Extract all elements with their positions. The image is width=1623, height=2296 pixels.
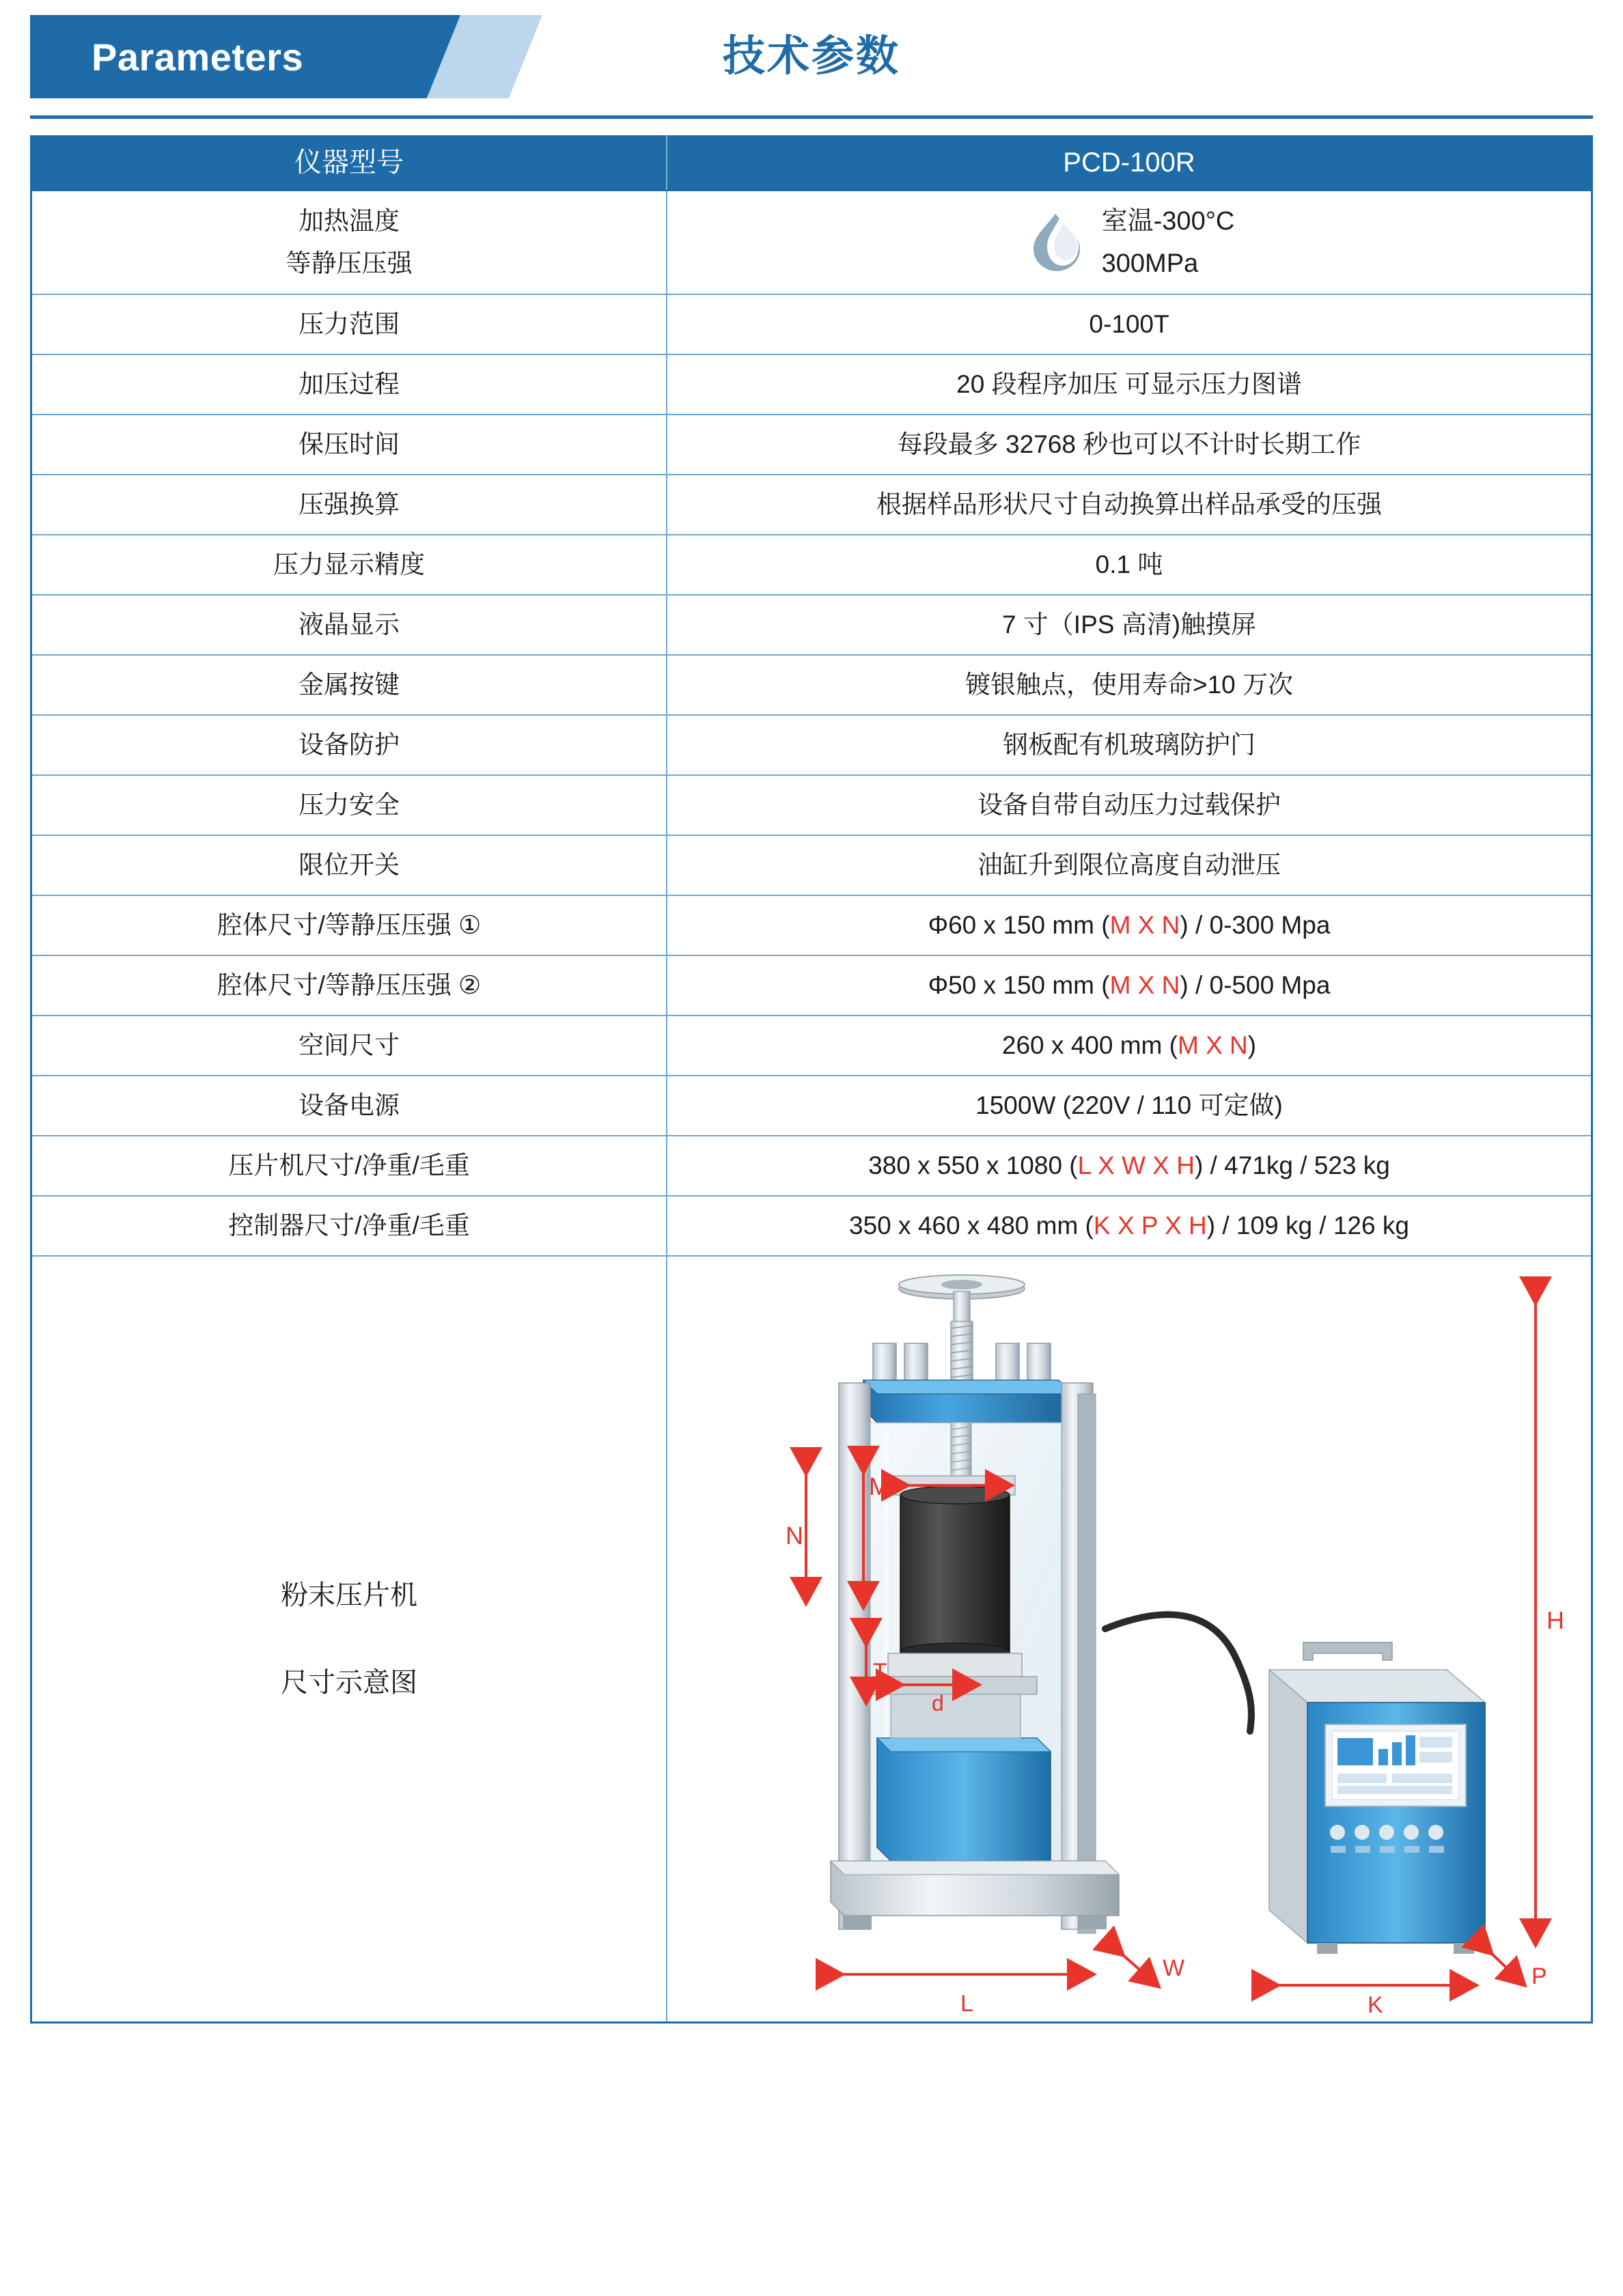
row-value-heating (667, 191, 1591, 294)
row-value: 镀银触点，使用寿命>10 万次 (965, 671, 1294, 699)
row-label: 压强换算 (32, 475, 667, 534)
row-value-post: ) / 471kg / 523 kg (1194, 1151, 1390, 1179)
table-row (32, 475, 1591, 535)
row-value-pre: Φ50 x 150 mm ( (928, 971, 1110, 999)
table-header-row (32, 135, 1591, 191)
dimension-label-H: H (1546, 1606, 1564, 1634)
table-row (32, 355, 1591, 415)
diagram-row-label (32, 1257, 667, 2021)
dimension-label-L: L (960, 1991, 973, 2017)
machine-dimension-diagram (668, 1260, 1590, 2018)
row-value: 钢板配有机玻璃防护门 (1003, 731, 1256, 759)
row-value: 0.1 吨 (1095, 550, 1163, 578)
row-label: 液晶显示 (32, 596, 667, 654)
row-label: 空间尺寸 (32, 1016, 667, 1075)
table-row (32, 1076, 1591, 1136)
row-value-code: K X P X H (1093, 1212, 1207, 1240)
row-value (667, 1196, 1591, 1255)
dimension-label-N: N (786, 1522, 803, 1550)
dimension-label-K: K (1368, 1992, 1383, 2018)
row-value: 油缸升到限位高度自动泄压 (977, 851, 1281, 879)
row-label: 加压过程 (32, 355, 667, 414)
table-header-value: PCD-100R (1063, 148, 1195, 178)
row-label: 压片机尺寸/净重/毛重 (32, 1136, 667, 1195)
row-label: 腔体尺寸/等静压压强 ① (32, 896, 667, 955)
row-value: 20 段程序加压 可显示压力图谱 (956, 370, 1302, 398)
row-value-post: ) / 109 kg / 126 kg (1206, 1212, 1409, 1240)
table-row (32, 415, 1591, 475)
dimension-label-W: W (1163, 1955, 1185, 1981)
row-value: 0-100T (1089, 310, 1169, 338)
row-value-line1: 室温-300°C (1101, 207, 1235, 236)
table-header-label: 仪器型号 (32, 135, 667, 190)
row-value-code: M X N (1109, 911, 1180, 939)
table-row (32, 836, 1591, 896)
header-divider (30, 115, 1593, 119)
row-label-line2: 等静压压强 (286, 249, 413, 277)
row-value: 设备自带自动压力过载保护 (977, 791, 1281, 819)
row-value (667, 896, 1591, 955)
table-row (32, 716, 1591, 776)
row-label: 金属按键 (32, 656, 667, 714)
table-row (32, 295, 1591, 355)
row-label: 腔体尺寸/等静压压强 ② (32, 956, 667, 1015)
row-label: 压力范围 (32, 295, 667, 354)
row-value-pre: 380 x 550 x 1080 ( (868, 1151, 1078, 1179)
row-label: 限位开关 (32, 836, 667, 895)
page-header (30, 0, 1593, 135)
table-row (32, 956, 1591, 1016)
row-value-post: ) / 0-500 Mpa (1180, 971, 1331, 999)
table-row (32, 1196, 1591, 1257)
page-title: 技术参数 (722, 33, 900, 80)
row-label: 控制器尺寸/净重/毛重 (32, 1196, 667, 1255)
row-label: 设备电源 (32, 1076, 667, 1135)
row-label: 压力显示精度 (32, 535, 667, 594)
row-value-pre: 260 x 400 mm ( (1001, 1031, 1178, 1059)
row-value-post: ) / 0-300 Mpa (1180, 911, 1331, 939)
row-value-code: M X N (1177, 1031, 1248, 1059)
row-value (667, 1136, 1591, 1195)
row-label: 压力安全 (32, 776, 667, 835)
row-value: 根据样品形状尺寸自动换算出样品承受的压强 (876, 490, 1382, 518)
flame-water-icon (1024, 210, 1090, 275)
table-row (32, 776, 1591, 836)
row-value: 7 寸（IPS 高清)触摸屏 (1001, 611, 1257, 639)
dimension-label-M: M (869, 1472, 889, 1500)
row-label-line1: 加热温度 (299, 207, 400, 235)
table-row (32, 191, 1591, 295)
dimension-label-d: d (932, 1691, 944, 1716)
table-row (32, 1136, 1591, 1196)
row-value-line2: 300MPa (1101, 249, 1199, 278)
table-row-diagram (32, 1257, 1591, 2021)
row-value-pre: 350 x 460 x 480 mm ( (849, 1212, 1094, 1240)
dimension-label-T: T (873, 1659, 887, 1685)
row-value (667, 1016, 1591, 1075)
specification-table (30, 135, 1593, 2024)
row-label: 保压时间 (32, 415, 667, 474)
row-value: 每段最多 32768 秒也可以不计时长期工作 (897, 430, 1361, 458)
table-row (32, 896, 1591, 956)
table-row (32, 596, 1591, 656)
diagram-label-line1: 粉末压片机 (281, 1580, 417, 1610)
diagram-label-line2: 尺寸示意图 (281, 1668, 417, 1698)
row-label-heating (32, 191, 667, 294)
table-row (32, 535, 1591, 596)
row-value-code: M X N (1109, 971, 1180, 999)
dimension-label-P: P (1531, 1963, 1547, 1989)
table-row (32, 1016, 1591, 1076)
row-value-post: ) (1247, 1031, 1257, 1059)
row-value-code: L X W X H (1077, 1151, 1195, 1179)
row-value-pre: Φ60 x 150 mm ( (928, 911, 1110, 939)
table-row (32, 656, 1591, 716)
row-label: 设备防护 (32, 716, 667, 774)
header-english-title: Parameters (92, 36, 304, 79)
row-value: 1500W (220V / 110 可定做) (975, 1091, 1283, 1119)
row-value (667, 956, 1591, 1015)
diagram-cell (667, 1257, 1591, 2021)
